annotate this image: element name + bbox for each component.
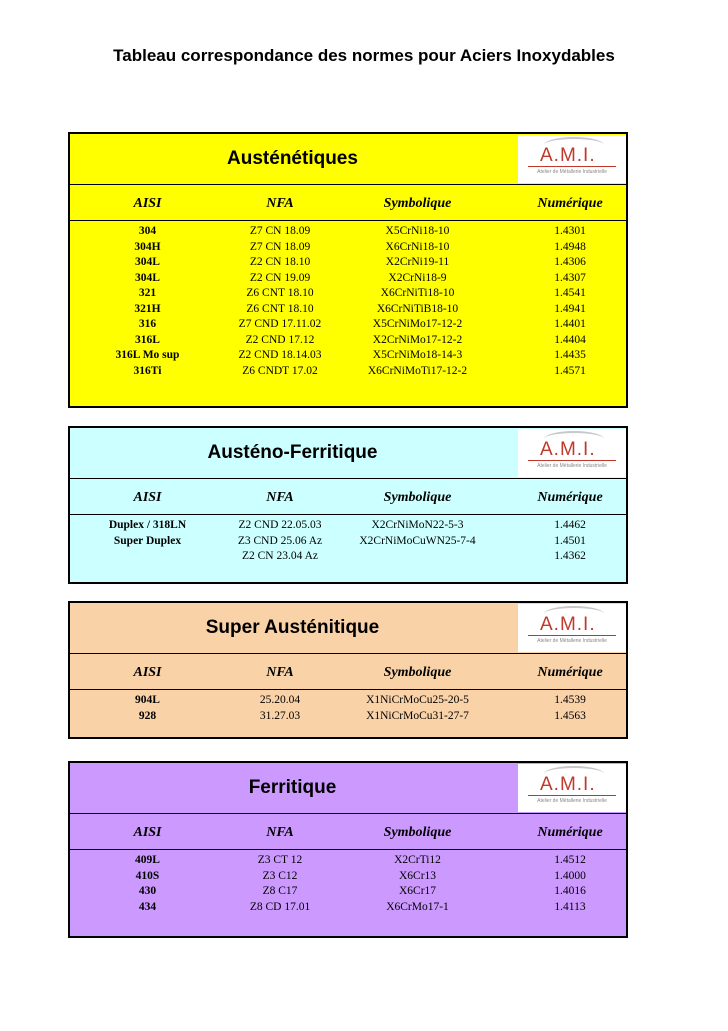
table-row [70,317,626,332]
cell-symbolique: X6Cr17 [398,885,437,897]
divider [70,653,626,654]
ami-logo [518,429,626,477]
ami-logo [518,135,626,183]
cell-numerique: 1.4404 [554,333,586,346]
cell-numerique: 1.4113 [554,900,586,913]
cell-aisi: 304L [135,271,160,284]
cell-symbolique: X2CrNiMoN22-5-3 [371,519,464,531]
column-header-numerique: Numérique [537,196,603,211]
cell-aisi: 316 [138,318,157,330]
logo-subtitle: Atelier de Métallerie Industrielle [537,638,607,644]
cell-numerique: 1.4501 [554,534,586,547]
ami-logo [518,764,626,812]
logo-text: A.M.I. [540,774,596,795]
column-header-nfa: NFA [266,490,294,505]
column-header-aisi: AISI [133,665,162,680]
logo-text: A.M.I. [540,614,596,635]
cell-numerique: 1.4306 [554,256,586,268]
cell-symbolique: X2CrTi12 [394,854,441,866]
logo-text: A.M.I. [540,145,596,166]
section-title: Super Austénitique [205,617,380,638]
divider [70,514,626,515]
cell-symbolique: X6CrMo17-1 [386,900,449,913]
logo-underline [528,460,616,461]
table-row [70,534,626,549]
logo-underline [528,795,616,796]
table-row [70,271,626,286]
cell-symbolique: X1NiCrMoCu25-20-5 [366,694,469,706]
cell-aisi: 410S [135,869,160,882]
cell-symbolique: X2CrNi19-11 [385,256,450,268]
cell-nfa: Z7 CND 17.11.02 [238,318,322,330]
cell-numerique: 1.4541 [554,287,586,299]
cell-symbolique: X5CrNiMo17-12-2 [372,318,463,330]
column-header-symbolique: Symbolique [383,196,452,211]
cell-numerique: 1.4301 [554,225,586,237]
cell-numerique: 1.4571 [554,364,586,377]
table-row [70,333,626,348]
cell-symbolique: X6CrNiTi18-10 [380,287,455,299]
cell-aisi: 316Ti [133,364,162,377]
cell-aisi: 928 [138,709,157,722]
logo-subtitle: Atelier de Métallerie Industrielle [537,463,607,469]
cell-numerique: 1.4563 [554,709,586,722]
table-section [68,132,628,408]
cell-nfa: Z2 CN 19.09 [249,271,311,284]
ami-logo [518,604,626,652]
cell-aisi: Duplex / 318LN [108,519,187,531]
cell-symbolique: X1NiCrMoCu31-27-7 [366,709,469,722]
section-title: Austénétiques [227,148,358,169]
column-header-numerique: Numérique [537,825,603,840]
logo-subtitle: Atelier de Métallerie Industrielle [537,169,607,175]
table-row [70,364,626,379]
cell-numerique: 1.4462 [554,519,586,531]
table-row [70,853,626,868]
section-title: Austéno-Ferritique [207,442,378,463]
section-title: Ferritique [248,777,337,798]
cell-aisi: 316L [135,333,160,346]
table-row [70,549,626,564]
cell-aisi: 409L [135,854,160,866]
cell-aisi: 304 [138,225,157,237]
column-header-numerique: Numérique [537,665,603,680]
table-row [70,900,626,915]
cell-numerique: 1.4948 [554,240,586,253]
cell-nfa: Z6 CNDT 17.02 [242,364,318,377]
table-row [70,518,626,533]
cell-aisi: 904L [135,694,160,706]
cell-symbolique: X6CrNiMoTi17-12-2 [367,364,468,377]
divider [70,478,626,479]
cell-symbolique: X6Cr13 [398,869,437,882]
table-row [70,302,626,317]
cell-numerique: 1.4307 [554,271,586,284]
cell-nfa: Z6 CNT 18.10 [246,287,314,299]
logo-underline [528,635,616,636]
cell-nfa: Z3 CT 12 [257,854,303,866]
cell-symbolique: X6CrNi18-10 [385,240,450,253]
cell-nfa: Z7 CN 18.09 [249,225,311,237]
cell-symbolique: X6CrNiTiB18-10 [376,302,459,315]
cell-aisi: 434 [138,900,157,913]
divider [70,813,626,814]
cell-symbolique: X5CrNi18-10 [385,225,450,237]
column-header-symbolique: Symbolique [383,825,452,840]
table-section [68,761,628,938]
column-header-symbolique: Symbolique [383,665,452,680]
cell-nfa: Z2 CND 17.12 [245,333,315,346]
table-section [68,601,628,739]
cell-numerique: 1.4435 [554,349,586,361]
table-row [70,693,626,708]
cell-nfa: Z3 C12 [262,869,298,882]
column-header-numerique: Numérique [537,490,603,505]
cell-aisi: 316L Mo sup [115,349,180,361]
cell-aisi: 304H [134,240,161,253]
cell-nfa: 31.27.03 [259,709,301,722]
cell-aisi: 321 [138,287,157,299]
cell-nfa: Z3 CND 25.06 Az [237,534,323,547]
column-header-aisi: AISI [133,490,162,505]
table-section [68,426,628,584]
table-row [70,709,626,724]
divider [70,849,626,850]
logo-underline [528,166,616,167]
table-row [70,286,626,301]
column-header-nfa: NFA [266,665,294,680]
table-row [70,255,626,270]
cell-symbolique: X5CrNiMo18-14-3 [372,349,463,361]
cell-symbolique: X2CrNiMo17-12-2 [372,333,463,346]
column-header-aisi: AISI [133,825,162,840]
cell-symbolique: X2CrNiMoCuWN25-7-4 [359,534,476,547]
cell-aisi: 430 [138,885,157,897]
cell-numerique: 1.4539 [554,694,586,706]
cell-nfa: Z2 CN 18.10 [249,256,311,268]
table-row [70,240,626,255]
divider [70,184,626,185]
cell-numerique: 1.4512 [554,854,586,866]
cell-nfa: Z8 C17 [262,885,298,897]
cell-nfa: 25.20.04 [259,694,301,706]
table-row [70,884,626,899]
cell-symbolique: X2CrNi18-9 [388,271,447,284]
table-row [70,224,626,239]
cell-numerique: 1.4016 [554,885,586,897]
logo-text: A.M.I. [540,439,596,460]
column-header-symbolique: Symbolique [383,490,452,505]
cell-nfa: Z8 CD 17.01 [249,900,311,913]
table-row [70,869,626,884]
divider [70,220,626,221]
cell-aisi: Super Duplex [113,534,182,547]
column-header-nfa: NFA [266,825,294,840]
cell-numerique: 1.4000 [554,869,586,882]
cell-nfa: Z6 CNT 18.10 [246,302,314,315]
divider [70,689,626,690]
column-header-nfa: NFA [266,196,294,211]
cell-aisi: 321H [134,302,161,315]
cell-nfa: Z7 CN 18.09 [249,240,311,253]
cell-aisi: 304L [135,256,160,268]
cell-nfa: Z2 CND 18.14.03 [238,349,322,361]
page-title: Tableau correspondance des normes pour Aciers Inoxydables [113,46,615,65]
table-row [70,348,626,363]
cell-numerique: 1.4362 [554,550,586,562]
column-header-aisi: AISI [133,196,162,211]
cell-nfa: Z2 CND 22.05.03 [238,519,322,531]
cell-numerique: 1.4941 [554,302,586,315]
cell-numerique: 1.4401 [554,318,586,330]
cell-nfa: Z2 CN 23.04 Az [241,550,319,562]
logo-subtitle: Atelier de Métallerie Industrielle [537,798,607,804]
